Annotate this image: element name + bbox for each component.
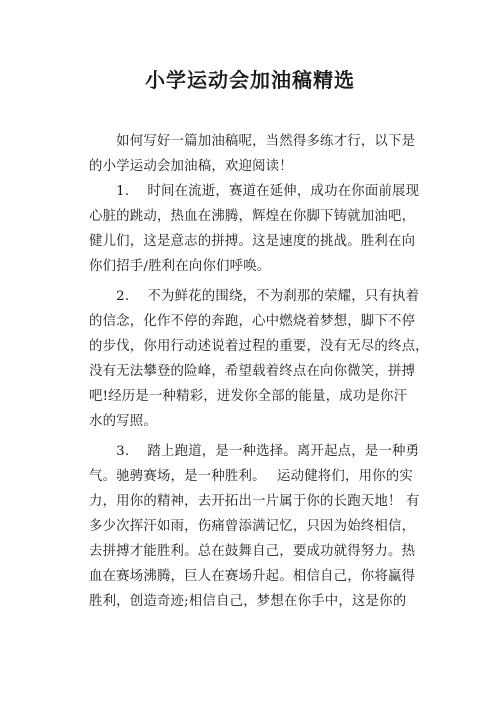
paragraph-line: 3. 踏上跑道，是一种选择。离开起点，是一种勇	[89, 444, 420, 459]
paragraph-line: 1. 时间在流逝，赛道在延伸，成功在你面前展现	[89, 184, 420, 199]
paragraph-line: 健儿们，这是意志的拼搏。这是速度的挑战。胜利在向	[89, 234, 416, 249]
paragraph-line: 水的写照。	[89, 414, 157, 429]
paragraph-line: 如何写好一篇加油稿呢，当然得多练才行，以下是	[89, 134, 416, 149]
paragraph-line: 去拼搏才能胜利。总在鼓舞自己，要成功就得努力。热	[89, 544, 416, 559]
paragraph-line: 没有无法攀登的险峰，希望载着终点在向你微笑，拼搏	[89, 364, 416, 379]
paragraph-line: 心脏的跳动，热血在沸腾，辉煌在你脚下铸就加油吧，	[89, 209, 416, 224]
paragraph-line: 气。驰骋赛场，是一种胜利。 运动健将们，用你的实	[89, 469, 413, 484]
paragraph-line: 力，用你的精神，去开拓出一片属于你的长跑天地！ 有	[89, 494, 420, 509]
paragraph-line: 吧!经历是一种精彩，迸发你全部的能量，成功是你汗	[89, 389, 408, 404]
paragraph-line: 你们招手/胜利在向你们呼唤。	[89, 259, 271, 274]
paragraph-line: 血在赛场沸腾，巨人在赛场升起。相信自己，你将赢得	[89, 569, 416, 584]
paragraph-line: 胜利，创造奇迹;相信自己，梦想在你手中，这是你的	[89, 594, 407, 609]
paragraph-line: 多少次挥汗如雨，伤痛曾添满记忆，只因为始终相信，	[89, 519, 416, 534]
paragraph-line: 的信念，化作不停的奔跑，心中燃烧着梦想，脚下不停	[89, 314, 416, 329]
document-title: 小学运动会加油稿精选	[145, 68, 355, 92]
paragraph-line: 2. 不为鲜花的围绕，不为刹那的荣耀，只有执着	[89, 289, 420, 304]
paragraph-line: 的小学运动会加油稿，欢迎阅读！	[89, 159, 293, 174]
paragraph-line: 的步伐，你用行动述说着过程的重要，没有无尽的终点，	[89, 339, 429, 354]
